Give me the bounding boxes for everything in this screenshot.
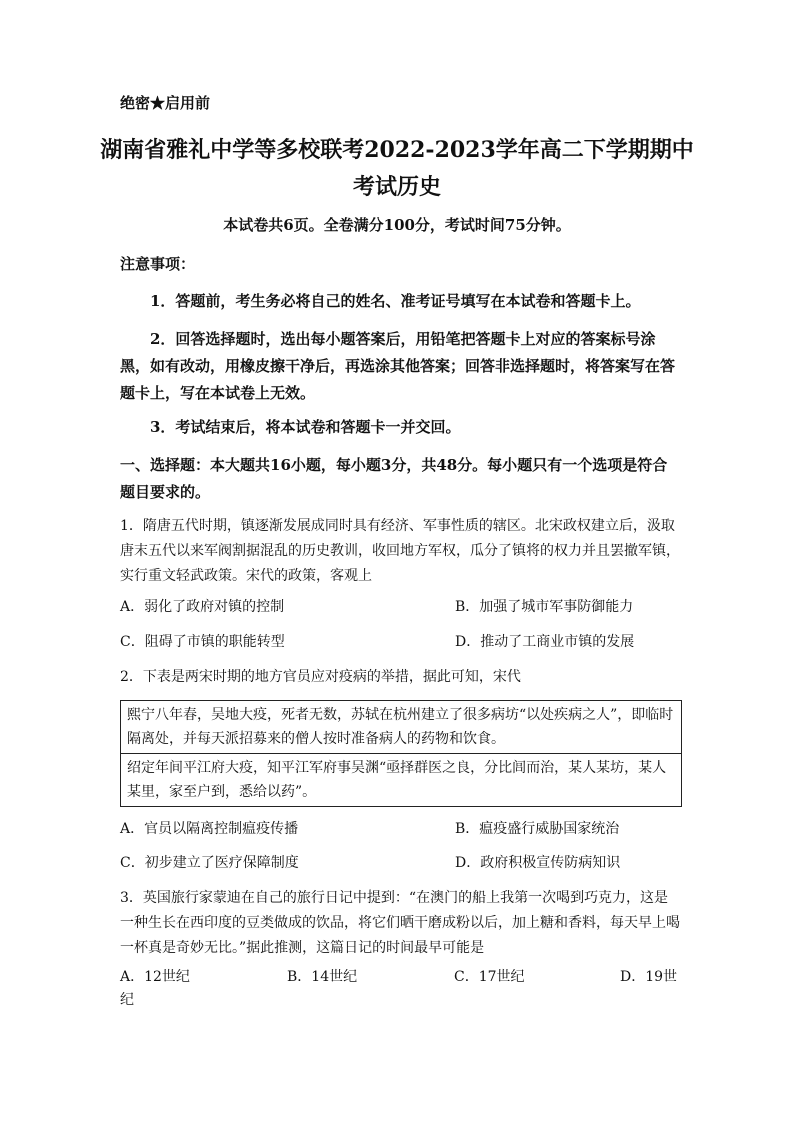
question-1-option-b: B．加强了城市军事防御能力 xyxy=(455,599,634,615)
question-2-stem: 2．下表是两宋时期的地方官员应对疫病的举措，据此可知，宋代 xyxy=(120,669,521,685)
question-3-option-a: A．12世纪 xyxy=(120,969,190,985)
question-3-option-d-overflow: 纪 xyxy=(120,992,134,1008)
question-3-option-b: B．14世纪 xyxy=(287,969,358,985)
question-1-option-c: C．阻碍了市镇的职能转型 xyxy=(120,634,285,650)
question-2-option-a: A．官员以隔离控制瘟疫传播 xyxy=(120,821,299,837)
question-1-stem: 1．隋唐五代时期，镇逐渐发展成同时具有经济、军事性质的辖区。北宋政权建立后，汲取唐末五代以来军阀割据混乱的历史教训，收回地方军权，瓜分了镇将的权力并且罢撤军镇，实行重文轻武政策。宋代的政策，客观上 xyxy=(120,518,680,584)
page-title-line2: 考试历史 xyxy=(352,174,441,200)
question-1-option-a: A．弱化了政府对镇的控制 xyxy=(120,599,285,615)
question-2-option-d: D．政府积极宣传防病知识 xyxy=(455,855,621,871)
question-2-option-c: C．初步建立了医疗保障制度 xyxy=(120,855,299,871)
secret-label: 绝密★启用前 xyxy=(120,94,211,112)
page-title-line1: 湖南省雅礼中学等多校联考2022-2023学年高二下学期期中 xyxy=(100,137,694,163)
notice-item-3: 3．考试结束后，将本试卷和答题卡一并交回。 xyxy=(150,418,461,436)
question-3-option-d: D．19世 xyxy=(620,969,678,985)
question-3-stem: 3．英国旅行家蒙迪在自己的旅行日记中提到：“在澳门的船上我第一次喝到巧克力，这是一种生长在西印度的豆类做成的饮品，将它们晒干磨成粉以后，加上糖和香料，每天早上喝一杯真是奇妙无比。”据此推测，这篇日记的时间最早可能是 xyxy=(120,890,680,956)
notice-heading: 注意事项： xyxy=(120,255,196,273)
exam-info: 本试卷共6页。全卷满分100分，考试时间75分钟。 xyxy=(223,216,571,234)
table-row: 熙宁八年春，吴地大疫，死者无数，苏轼在杭州建立了很多病坊“以处疾病之人”，即临时隔离处，并每天派招募来的僧人按时准备病人的药物和饮食。 xyxy=(127,707,674,747)
section-heading: 一、选择题：本大题共16小题，每小题3分，共48分。每小题只有一个选项是符合题目要求的。 xyxy=(120,456,668,501)
table-row: 绍定年间平江府大疫，知平江军府事吴渊“亟择群医之良，分比闾而治，某人某坊，某人某里，家至户到，悉给以药”。 xyxy=(121,753,681,806)
question-2-option-b: B．瘟疫盛行威胁国家统治 xyxy=(455,821,620,837)
question-1-option-d: D．推动了工商业市镇的发展 xyxy=(455,634,635,650)
notice-item-2: 2．回答选择题时，选出每小题答案后，用铅笔把答题卡上对应的答案标号涂黑，如有改动，用橡皮擦干净后，再选涂其他答案；回答非选择题时，将答案写在答题卡上，写在本试卷上无效。 xyxy=(120,330,676,402)
notice-item-1: 1．答题前，考生务必将自己的姓名、准考证号填写在本试卷和答题卡上。 xyxy=(150,292,641,310)
question-2-table xyxy=(120,700,682,807)
question-3-option-c: C．17世纪 xyxy=(454,969,525,985)
